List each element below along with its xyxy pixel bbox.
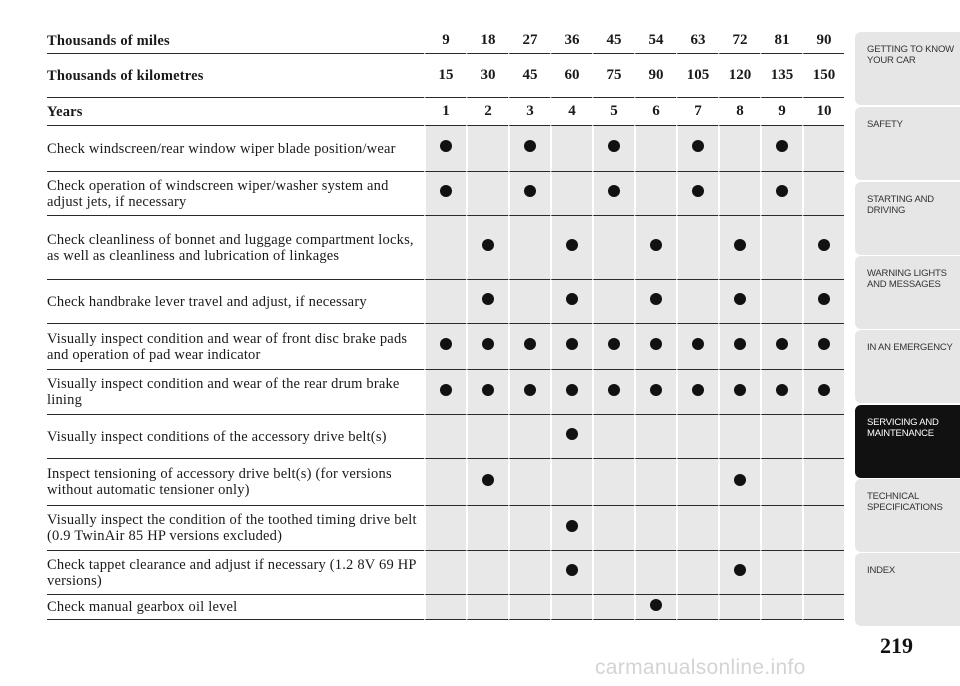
check-dot-icon — [482, 474, 494, 486]
check-dot-icon — [692, 185, 704, 197]
schedule-cell — [508, 324, 550, 370]
check-dot-icon — [650, 338, 662, 350]
schedule-cell — [634, 595, 676, 620]
schedule-cell — [676, 216, 718, 280]
check-dot-icon — [608, 140, 620, 152]
header-value: 1 — [424, 98, 466, 126]
schedule-cell — [802, 595, 844, 620]
check-dot-icon — [692, 384, 704, 396]
header-value: 60 — [550, 54, 592, 98]
schedule-cell — [718, 280, 760, 324]
check-dot-icon — [482, 338, 494, 350]
schedule-cell — [508, 551, 550, 595]
check-dot-icon — [650, 599, 662, 611]
check-dot-icon — [566, 520, 578, 532]
header-value: 15 — [424, 54, 466, 98]
schedule-cell — [550, 324, 592, 370]
schedule-cell — [634, 506, 676, 551]
check-dot-icon — [566, 428, 578, 440]
check-dot-icon — [482, 239, 494, 251]
schedule-cell — [550, 415, 592, 459]
header-value: 2 — [466, 98, 508, 126]
schedule-cell — [592, 370, 634, 415]
schedule-cell — [424, 459, 466, 506]
check-dot-icon — [734, 564, 746, 576]
schedule-cell — [424, 172, 466, 216]
schedule-cell — [466, 126, 508, 172]
check-dot-icon — [524, 384, 536, 396]
check-dot-icon — [566, 564, 578, 576]
task-label: Check manual gearbox oil level — [47, 595, 424, 620]
schedule-cell — [634, 280, 676, 324]
header-value: 45 — [592, 28, 634, 54]
check-dot-icon — [692, 338, 704, 350]
schedule-cell — [634, 126, 676, 172]
schedule-cell — [718, 551, 760, 595]
schedule-cell — [760, 506, 802, 551]
task-label: Check operation of windscreen wiper/washer system and adjust jets, if necessary — [47, 172, 424, 216]
header-row-label: Thousands of miles — [47, 28, 424, 54]
table-row — [47, 551, 844, 595]
task-label: Inspect tensioning of accessory drive belt(s) (for versions without automatic tensioner only) — [47, 459, 424, 506]
schedule-cell — [466, 172, 508, 216]
check-dot-icon — [734, 338, 746, 350]
check-dot-icon — [818, 293, 830, 305]
schedule-cell — [760, 126, 802, 172]
sidebar-tab[interactable]: SAFETY — [855, 107, 960, 180]
table-row — [47, 370, 844, 415]
check-dot-icon — [440, 140, 452, 152]
schedule-cell — [718, 172, 760, 216]
check-dot-icon — [440, 185, 452, 197]
schedule-cell — [760, 216, 802, 280]
header-value: 9 — [760, 98, 802, 126]
check-dot-icon — [608, 185, 620, 197]
header-value: 7 — [676, 98, 718, 126]
table-row — [47, 126, 844, 172]
schedule-cell — [424, 324, 466, 370]
schedule-cell — [718, 126, 760, 172]
schedule-cell — [466, 415, 508, 459]
header-row — [47, 98, 844, 126]
sidebar-tab[interactable]: INDEX — [855, 553, 960, 626]
schedule-cell — [550, 280, 592, 324]
schedule-cell — [718, 415, 760, 459]
schedule-cell — [550, 172, 592, 216]
schedule-cell — [676, 506, 718, 551]
schedule-cell — [550, 126, 592, 172]
check-dot-icon — [482, 293, 494, 305]
task-label: Visually inspect condition and wear of the rear drum brake lining — [47, 370, 424, 415]
header-value: 27 — [508, 28, 550, 54]
schedule-cell — [718, 506, 760, 551]
schedule-cell — [760, 172, 802, 216]
schedule-cell — [466, 370, 508, 415]
task-label: Visually inspect conditions of the accessory drive belt(s) — [47, 415, 424, 459]
schedule-cell — [508, 595, 550, 620]
schedule-cell — [802, 172, 844, 216]
sidebar-tab[interactable]: TECHNICAL SPECIFICATIONS — [855, 479, 960, 552]
header-value: 72 — [718, 28, 760, 54]
check-dot-icon — [776, 140, 788, 152]
schedule-cell — [676, 459, 718, 506]
header-value: 10 — [802, 98, 844, 126]
schedule-cell — [676, 370, 718, 415]
header-value: 105 — [676, 54, 718, 98]
check-dot-icon — [734, 293, 746, 305]
schedule-cell — [592, 216, 634, 280]
header-row-label: Years — [47, 98, 424, 126]
schedule-cell — [508, 172, 550, 216]
schedule-cell — [802, 126, 844, 172]
header-value: 36 — [550, 28, 592, 54]
check-dot-icon — [482, 384, 494, 396]
schedule-cell — [508, 506, 550, 551]
task-label: Visually inspect condition and wear of front disc brake pads and operation of pad wear indicator — [47, 324, 424, 370]
schedule-cell — [592, 415, 634, 459]
check-dot-icon — [818, 338, 830, 350]
header-value: 45 — [508, 54, 550, 98]
schedule-cell — [592, 172, 634, 216]
schedule-cell — [508, 126, 550, 172]
check-dot-icon — [566, 338, 578, 350]
schedule-cell — [592, 506, 634, 551]
schedule-cell — [634, 324, 676, 370]
table-row — [47, 595, 844, 620]
schedule-cell — [676, 126, 718, 172]
header-value: 150 — [802, 54, 844, 98]
schedule-cell — [760, 551, 802, 595]
sidebar-tab[interactable]: SERVICING AND MAINTENANCE — [855, 405, 960, 478]
check-dot-icon — [776, 338, 788, 350]
schedule-cell — [466, 551, 508, 595]
schedule-cell — [424, 551, 466, 595]
schedule-cell — [466, 459, 508, 506]
header-value: 6 — [634, 98, 676, 126]
schedule-cell — [592, 595, 634, 620]
schedule-cell — [676, 280, 718, 324]
check-dot-icon — [734, 474, 746, 486]
schedule-cell — [466, 506, 508, 551]
watermark: carmanualsonline.info — [595, 656, 806, 679]
header-value: 9 — [424, 28, 466, 54]
header-row-label: Thousands of kilometres — [47, 54, 424, 98]
header-value: 75 — [592, 54, 634, 98]
table-row — [47, 324, 844, 370]
check-dot-icon — [566, 384, 578, 396]
schedule-cell — [676, 595, 718, 620]
table-row — [47, 172, 844, 216]
schedule-cell — [802, 280, 844, 324]
schedule-cell — [802, 551, 844, 595]
schedule-cell — [424, 280, 466, 324]
schedule-cell — [550, 506, 592, 551]
schedule-cell — [424, 595, 466, 620]
header-value: 8 — [718, 98, 760, 126]
schedule-cell — [760, 280, 802, 324]
schedule-cell — [634, 415, 676, 459]
check-dot-icon — [734, 384, 746, 396]
schedule-cell — [760, 324, 802, 370]
check-dot-icon — [692, 140, 704, 152]
check-dot-icon — [566, 239, 578, 251]
task-label: Visually inspect the condition of the toothed timing drive belt (0.9 TwinAir 85 HP versions excluded) — [47, 506, 424, 551]
header-value: 18 — [466, 28, 508, 54]
schedule-cell — [760, 595, 802, 620]
schedule-cell — [718, 216, 760, 280]
schedule-cell — [802, 370, 844, 415]
header-value: 135 — [760, 54, 802, 98]
schedule-cell — [508, 415, 550, 459]
header-row — [47, 28, 844, 54]
check-dot-icon — [524, 185, 536, 197]
schedule-cell — [424, 370, 466, 415]
schedule-cell — [676, 551, 718, 595]
header-value: 90 — [802, 28, 844, 54]
check-dot-icon — [524, 140, 536, 152]
task-label: Check windscreen/rear window wiper blade position/wear — [47, 126, 424, 172]
schedule-cell — [802, 506, 844, 551]
schedule-cell — [592, 551, 634, 595]
task-label: Check cleanliness of bonnet and luggage compartment locks, as well as cleanliness and lubrication of linkages — [47, 216, 424, 280]
check-dot-icon — [776, 384, 788, 396]
check-dot-icon — [650, 293, 662, 305]
schedule-cell — [760, 370, 802, 415]
schedule-cell — [802, 216, 844, 280]
schedule-cell — [718, 595, 760, 620]
header-value: 54 — [634, 28, 676, 54]
schedule-cell — [550, 551, 592, 595]
check-dot-icon — [440, 384, 452, 396]
schedule-cell — [508, 216, 550, 280]
table-row — [47, 216, 844, 280]
table-row — [47, 459, 844, 506]
schedule-cell — [760, 459, 802, 506]
schedule-cell — [802, 459, 844, 506]
header-value: 30 — [466, 54, 508, 98]
schedule-cell — [466, 595, 508, 620]
sidebar-tab[interactable]: GETTING TO KNOW YOUR CAR — [855, 32, 960, 105]
header-value: 120 — [718, 54, 760, 98]
schedule-cell — [634, 216, 676, 280]
schedule-cell — [634, 551, 676, 595]
schedule-cell — [676, 324, 718, 370]
schedule-cell — [634, 172, 676, 216]
check-dot-icon — [608, 384, 620, 396]
task-label: Check tappet clearance and adjust if necessary (1.2 8V 69 HP versions) — [47, 551, 424, 595]
check-dot-icon — [608, 338, 620, 350]
schedule-cell — [466, 280, 508, 324]
schedule-cell — [508, 370, 550, 415]
check-dot-icon — [566, 293, 578, 305]
check-dot-icon — [818, 239, 830, 251]
schedule-cell — [592, 280, 634, 324]
schedule-cell — [466, 324, 508, 370]
header-value: 81 — [760, 28, 802, 54]
schedule-cell — [550, 216, 592, 280]
schedule-cell — [634, 459, 676, 506]
page-number: 219 — [880, 633, 913, 658]
schedule-cell — [466, 216, 508, 280]
check-dot-icon — [524, 338, 536, 350]
schedule-cell — [802, 415, 844, 459]
header-value: 63 — [676, 28, 718, 54]
header-value: 5 — [592, 98, 634, 126]
maintenance-schedule-table — [47, 28, 844, 620]
sidebar-tab[interactable]: IN AN EMERGENCY — [855, 330, 960, 403]
header-value: 4 — [550, 98, 592, 126]
sidebar-tab[interactable]: STARTING AND DRIVING — [855, 182, 960, 255]
schedule-cell — [592, 126, 634, 172]
schedule-cell — [592, 459, 634, 506]
schedule-cell — [634, 370, 676, 415]
schedule-cell — [718, 459, 760, 506]
table-row — [47, 280, 844, 324]
schedule-cell — [718, 370, 760, 415]
header-row — [47, 54, 844, 98]
schedule-cell — [676, 172, 718, 216]
schedule-cell — [550, 595, 592, 620]
schedule-cell — [424, 216, 466, 280]
check-dot-icon — [734, 239, 746, 251]
header-value: 3 — [508, 98, 550, 126]
schedule-cell — [424, 126, 466, 172]
check-dot-icon — [776, 185, 788, 197]
check-dot-icon — [440, 338, 452, 350]
schedule-cell — [550, 459, 592, 506]
check-dot-icon — [818, 384, 830, 396]
header-value: 90 — [634, 54, 676, 98]
schedule-cell — [802, 324, 844, 370]
check-dot-icon — [650, 384, 662, 396]
table-row — [47, 506, 844, 551]
schedule-cell — [718, 324, 760, 370]
schedule-cell — [424, 415, 466, 459]
table-row — [47, 415, 844, 459]
schedule-cell — [676, 415, 718, 459]
check-dot-icon — [650, 239, 662, 251]
sidebar-tab[interactable]: WARNING LIGHTS AND MESSAGES — [855, 256, 960, 329]
schedule-cell — [760, 415, 802, 459]
task-label: Check handbrake lever travel and adjust, if necessary — [47, 280, 424, 324]
schedule-cell — [424, 506, 466, 551]
schedule-cell — [508, 459, 550, 506]
schedule-cell — [508, 280, 550, 324]
schedule-cell — [550, 370, 592, 415]
schedule-cell — [592, 324, 634, 370]
chapter-sidebar — [855, 0, 960, 620]
